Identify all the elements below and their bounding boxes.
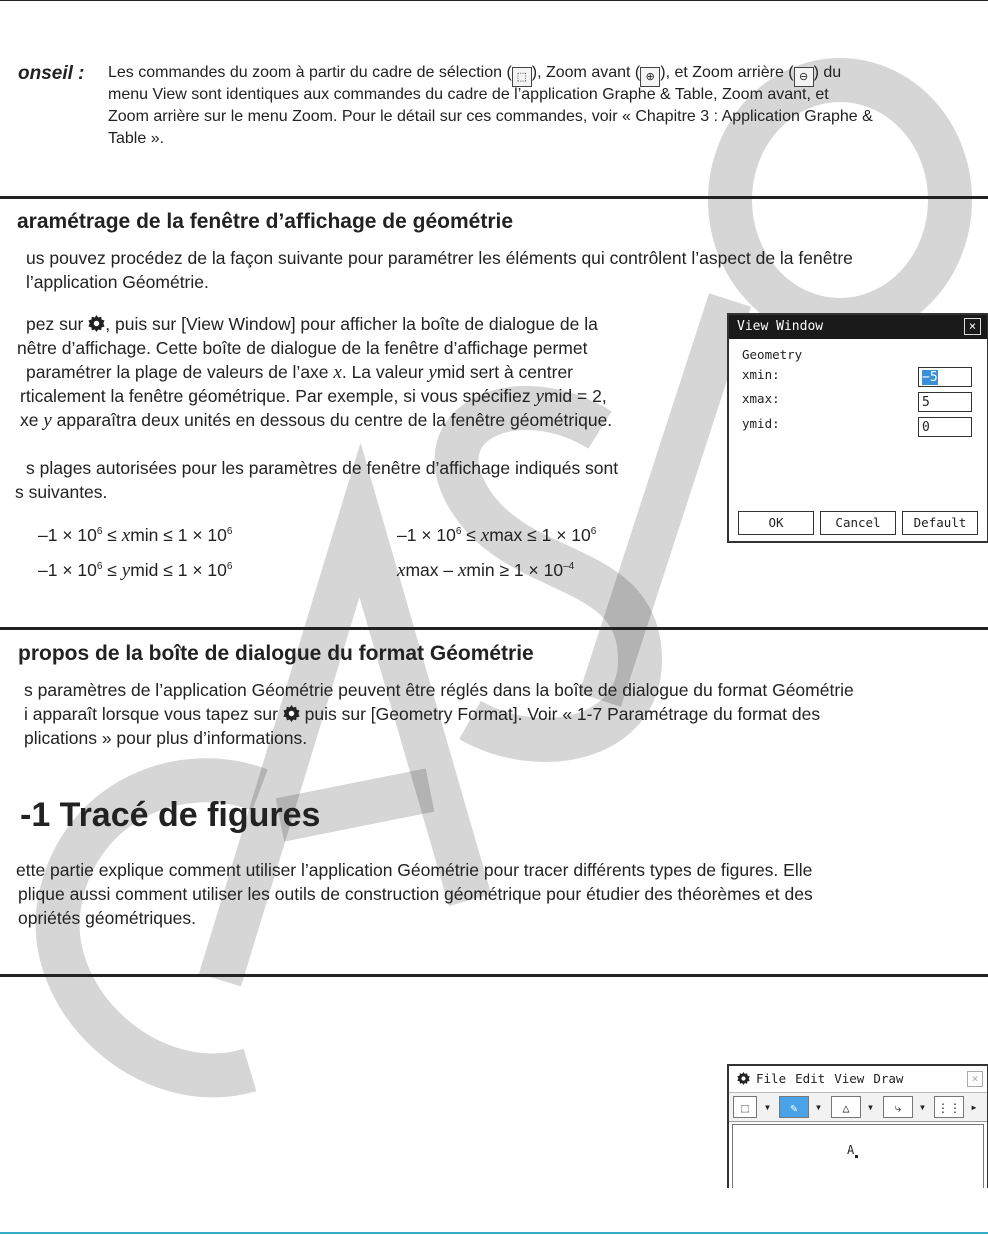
geometry-app-screen [727,1064,988,1188]
menu-file[interactable]: File [756,1071,787,1086]
draw-tool-icon[interactable]: ✎ [779,1096,809,1118]
app-toolbar [729,1093,987,1122]
section2-line-2 [24,702,820,726]
var-x: x [457,560,467,581]
var-x: x [121,525,131,546]
var-y: y [535,386,544,407]
dialog-titlebar [729,315,987,339]
section1-heading: aramétrage de la fenêtre d’affichage de géométrie [17,210,514,233]
menu-view[interactable]: View [834,1071,865,1086]
section3-heading: -1 Tracé de figures [20,796,321,834]
section2-line-1: s paramètres de l’application Géométrie peuvent être réglés dans la boîte de dialogue du format Géométrie [24,680,854,700]
zoom-in-icon: ⊕ [640,67,660,87]
conseil-label: onseil : [18,63,85,84]
conseil-line-1a: Les commandes du zoom à partir du cadre de sélection ( [108,64,512,81]
var-x: x [397,560,406,581]
range-text: min ≥ 1 × 10 [466,560,564,580]
var-y: y [428,362,437,383]
xmax-label: xmax: [742,391,780,406]
section1-line-1a: pez sur [26,314,89,334]
section2-heading: propos de la boîte de dialogue du format Géométrie [18,642,534,665]
ymid-label: ymid: [742,416,780,431]
var-y: y [121,560,131,581]
section1-line-3b: . La valeur [341,362,429,382]
app-menubar [729,1066,987,1093]
xmin-label: xmin: [742,367,780,382]
conseil-line-1c: ), et Zoom arrière ( [660,64,794,81]
dialog-group-label: Geometry [742,347,803,362]
var-x: x [480,525,490,546]
menu-draw[interactable]: Draw [873,1071,904,1086]
select-tool-icon[interactable]: ⬚ [733,1096,757,1118]
range-text: mid ≤ 1 × 10 [130,560,227,580]
xmax-field[interactable]: 5 [918,392,972,412]
section1-line-4b: mid = 2, [543,386,607,406]
var-x: x [333,362,342,383]
section1-line-7: s suivantes. [15,482,108,502]
exponent: 6 [590,526,597,537]
xmin-field[interactable] [918,367,972,387]
scroll-right-icon[interactable]: ▸ [970,1100,978,1114]
conseil-line-1b: ), Zoom avant ( [531,64,641,81]
section1-line-3a: paramétrer la plage de valeurs de l’axe [26,362,334,382]
exponent: 6 [226,561,233,572]
section1-line-5b: apparaîtra deux unités en dessous du centre de la fenêtre géométrique. [51,410,613,430]
conseil-line-1d: ) du [813,64,842,81]
section1-line-4a: rticalement la fenêtre géométrique. Par exemple, si vous spécifiez [20,386,536,406]
range-text: ≤ [102,560,122,580]
exponent: 6 [96,526,103,537]
exponent: 6 [96,561,103,572]
dialog-title: View Window [737,319,824,334]
point-label: A [847,1143,855,1157]
exponent: 6 [455,526,462,537]
dropdown-arrow-icon[interactable]: ▾ [763,1100,772,1114]
conseil-line-2: menu View sont identiques aux commandes du cadre de l’application Graphe & Table, Zoom avant, et [108,86,829,103]
range-text: –1 × 10 [38,525,97,545]
section3-line-2: plique aussi comment utiliser les outils de construction géométrique pour étudier des théorèmes et des [18,884,813,904]
dropdown-arrow-icon[interactable]: ▾ [866,1100,875,1114]
conseil-line-4: Table ». [108,130,165,147]
geometry-canvas[interactable] [732,1124,984,1188]
range-text: –1 × 10 [38,560,97,580]
section1-line-1b: , puis sur [View Window] pour afficher la boîte de dialogue de la [105,314,598,334]
range-diff [397,558,574,583]
close-icon[interactable]: × [964,318,981,335]
conseil-line-3: Zoom arrière sur le menu Zoom. Pour le détail sur ces commandes, voir « Chapitre 3 : Application Graphe & [108,108,873,125]
section-rule-3 [0,974,988,977]
section-rule-2 [0,627,988,630]
triangle-tool-icon[interactable]: △ [831,1096,861,1118]
box-zoom-icon: ⬚ [512,67,532,87]
section1-line-5 [20,408,612,433]
xmin-value: −5 [922,370,938,385]
curve-tool-icon[interactable]: ⤷ [883,1096,913,1118]
view-window-dialog [727,313,988,543]
section1-line-3c: mid sert à centrer [436,362,574,382]
section1-intro-2: l’application Géométrie. [26,272,209,292]
section2-line-3: plications » pour plus d’informations. [24,728,308,748]
section2-line-2a: i apparaît lorsque vous tapez sur [24,704,283,724]
gear-icon[interactable] [737,1072,750,1085]
point-marker [855,1155,858,1158]
range-xmin [38,523,232,548]
range-text: ≤ [461,525,481,545]
menu-edit[interactable]: Edit [795,1071,826,1086]
section1-line-3 [26,360,573,385]
cancel-button[interactable]: Cancel [820,511,896,535]
ok-button[interactable]: OK [738,511,814,535]
range-text: –1 × 10 [397,525,456,545]
section1-line-5a: xe [20,410,44,430]
section1-line-2: nêtre d’affichage. Cette boîte de dialogue de la fenêtre d’affichage permet [17,338,588,358]
section1-intro-1: us pouvez procédez de la façon suivante pour paramétrer les éléments qui contrôlent l’aspect de la fenêtre [26,248,853,268]
dropdown-arrow-icon[interactable]: ▾ [814,1100,823,1114]
bottom-rule [0,1232,988,1234]
range-text: max – [405,560,458,580]
section1-line-1 [26,312,598,336]
ymid-field[interactable]: 0 [918,417,972,437]
zoom-out-icon: ⊖ [794,67,814,87]
range-text: ≤ [102,525,122,545]
section3-line-1: ette partie explique comment utiliser l’application Géométrie pour tracer différents types de figures. Elle [16,860,813,880]
section1-line-4 [20,384,607,409]
range-ymid [38,558,232,583]
range-xmax [397,523,596,548]
gear-icon [88,315,105,332]
section-rule-1 [0,196,988,199]
grid-tool-icon[interactable]: ⋮⋮ [934,1096,964,1118]
var-y: y [43,410,52,431]
section3-line-3: opriétés géométriques. [18,908,197,928]
dropdown-arrow-icon[interactable]: ▾ [918,1100,927,1114]
exponent: 6 [226,526,233,537]
section1-line-6: s plages autorisées pour les paramètres de fenêtre d’affichage indiqués sont [26,458,619,478]
close-icon[interactable]: × [967,1071,983,1087]
range-text: max ≤ 1 × 10 [489,525,591,545]
gear-icon [283,705,300,722]
exponent: –4 [563,561,575,572]
section2-line-2b: puis sur [Geometry Format]. Voir « 1-7 Paramétrage du format des [299,704,821,724]
range-text: min ≤ 1 × 10 [130,525,227,545]
default-button[interactable]: Default [902,511,978,535]
